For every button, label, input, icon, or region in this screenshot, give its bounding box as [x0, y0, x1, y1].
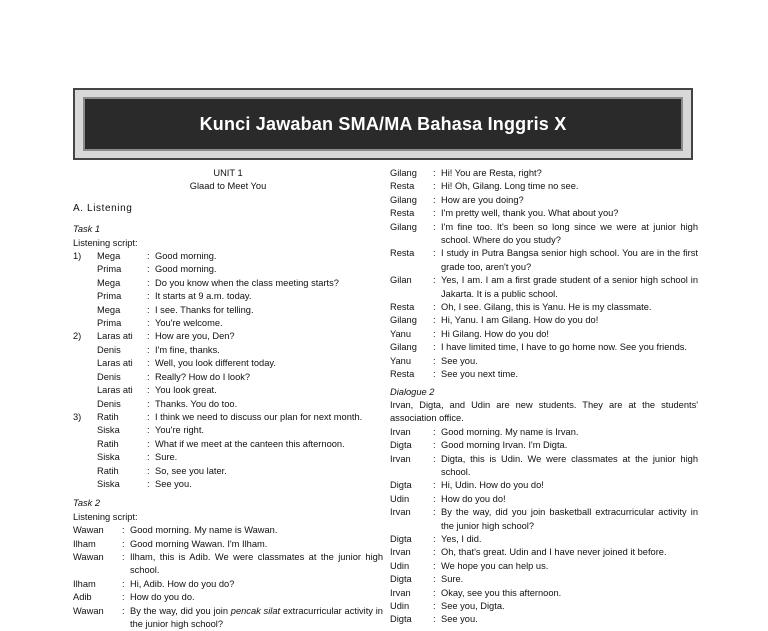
colon: :: [433, 275, 436, 286]
colon: :: [147, 385, 150, 396]
speaker-name: Yanu: [390, 355, 412, 366]
speaker-name: Laras ati: [97, 385, 133, 396]
dialogue1: [390, 167, 698, 382]
speaker-name: Mega: [97, 251, 121, 262]
dialogue-line: How are you, Den?: [155, 331, 235, 342]
group-number: 3): [73, 411, 82, 422]
dialogue-line: Okay, see you this afternoon.: [441, 587, 562, 598]
dialogue-line: Hi Gilang. How do you do!: [441, 328, 550, 339]
task2-dialogue: [73, 524, 383, 631]
dialogue2-title: Dialogue 2: [390, 386, 435, 397]
dialogue-line: Hi, Udin. How do you do!: [441, 480, 544, 491]
header-banner-inner: [83, 97, 683, 151]
colon: :: [433, 328, 436, 339]
group-number: [73, 371, 97, 384]
colon: :: [433, 440, 436, 451]
unit-title: Glaad to Meet You: [189, 181, 267, 192]
dialogue-line: Do you know when the class meeting starts?: [155, 277, 339, 288]
speaker-name: Digta: [390, 440, 412, 451]
colon: :: [433, 614, 436, 625]
speaker-name: Gilan: [390, 275, 412, 286]
dialogue-line: I'm fine too. It's been so long since we were at junior high school. Where do you study?: [441, 221, 698, 246]
colon: :: [433, 533, 436, 544]
speaker-name: Ilham: [73, 578, 96, 589]
colon: :: [147, 411, 150, 422]
speaker-name: Ratih: [97, 465, 119, 476]
speaker-name: Yanu: [390, 328, 412, 339]
speaker-name: Siska: [97, 452, 120, 463]
group-number: 1): [73, 251, 82, 262]
group-number: 2): [73, 331, 82, 342]
dialogue-line: You're welcome.: [155, 318, 223, 329]
dialogue-line: By the way, did you join pencak silat extracurricular activity in the junior high school?: [130, 605, 383, 629]
colon: :: [147, 425, 150, 436]
speaker-name: Adib: [73, 592, 92, 603]
dialogue-group: [73, 250, 383, 330]
dialogue-line: Good morning. My name is Wawan.: [130, 525, 278, 536]
speaker-name: Digta: [390, 574, 412, 585]
speaker-name: Laras ati: [97, 358, 133, 369]
speaker-name: Prima: [97, 264, 122, 275]
colon: :: [433, 480, 436, 491]
dialogue-line: Hi, Adib. How do you do?: [130, 578, 235, 589]
speaker-name: Prima: [97, 291, 122, 302]
speaker-name: Wawan: [73, 525, 104, 536]
speaker-name: Udin: [390, 601, 410, 611]
dialogue-line: Good morning.: [155, 251, 217, 262]
colon: :: [433, 355, 436, 366]
speaker-name: Ratih: [97, 411, 119, 422]
dialogue-line: You're right.: [155, 425, 204, 436]
dialogue-group: [73, 411, 383, 491]
colon: :: [433, 221, 436, 232]
group-number: [73, 317, 97, 330]
dialogue-line: Digta, this is Udin. We were classmates at the junior high school.: [441, 453, 698, 477]
task2-script-label: Listening script:: [73, 511, 138, 522]
dialogue2: [390, 426, 698, 627]
colon: :: [433, 248, 436, 259]
dialogue-line: So, see you later.: [155, 465, 227, 476]
colon: :: [122, 578, 125, 589]
group-number: [73, 478, 97, 491]
colon: :: [433, 315, 436, 326]
colon: :: [147, 251, 150, 262]
colon: :: [147, 452, 150, 463]
dialogue-line: Hi! Oh, Gilang. Long time no see.: [441, 181, 579, 192]
colon: :: [147, 277, 150, 288]
dialogue-line: You look great.: [155, 385, 217, 396]
group-number: [73, 304, 97, 317]
dialogue-line: Well, you look different today.: [155, 358, 276, 369]
dialogue-line: Really? How do I look?: [155, 371, 251, 382]
colon: :: [147, 371, 150, 382]
dialogue-line: Good morning Irvan. I'm Digta.: [441, 440, 568, 451]
speaker-name: Resta: [390, 181, 415, 192]
colon: :: [147, 478, 150, 489]
group-number: [73, 438, 97, 451]
group-number: [73, 277, 97, 290]
speaker-name: Resta: [390, 369, 415, 380]
section-heading: A. Listening: [73, 202, 133, 214]
emphasis-text: pencak silat: [230, 605, 281, 616]
colon: :: [147, 465, 150, 476]
header-banner: [73, 88, 693, 160]
speaker-name: Udin: [390, 560, 410, 571]
colon: :: [433, 168, 436, 178]
group-number: [73, 451, 97, 464]
dialogue-line: See you.: [441, 614, 478, 625]
dialogue-line: How do you do!: [441, 493, 506, 504]
dialogue-line: What if we meet at the canteen this afternoon.: [155, 438, 345, 449]
dialogue-line: See you, Digta.: [441, 601, 505, 611]
task1-script-label: Listening script:: [73, 237, 138, 248]
colon: :: [147, 318, 150, 329]
speaker-name: Irvan: [390, 507, 411, 518]
dialogue2-intro: Irvan, Digta, and Udin are new students. They are at the students' association office.: [390, 399, 698, 424]
dialogue-line: Good morning Wawan. I'm Ilham.: [130, 538, 268, 549]
group-number: [73, 263, 97, 276]
speaker-name: Digta: [390, 614, 412, 625]
group-number: [73, 424, 97, 437]
speaker-name: Siska: [97, 478, 120, 489]
speaker-name: Resta: [390, 208, 415, 219]
speaker-name: Denis: [97, 344, 121, 355]
speaker-name: Laras ati: [97, 331, 133, 342]
colon: :: [147, 344, 150, 355]
group-number: [73, 398, 97, 411]
speaker-name: Ilham: [73, 538, 96, 549]
speaker-name: Irvan: [390, 587, 411, 598]
speaker-name: Irvan: [390, 453, 411, 464]
task1-title: Task 1: [73, 224, 101, 235]
speaker-name: Digta: [390, 533, 412, 544]
speaker-name: Prima: [97, 318, 122, 329]
dialogue-line: We hope you can help us.: [441, 560, 549, 571]
colon: :: [433, 560, 436, 571]
speaker-name: Denis: [97, 398, 121, 409]
group-number: [73, 357, 97, 370]
dialogue-line: I'm fine, thanks.: [155, 344, 220, 355]
colon: :: [147, 358, 150, 369]
colon: :: [122, 525, 125, 536]
dialogue-line: Yes, I did.: [441, 533, 482, 544]
dialogue-line: Hi! You are Resta, right?: [441, 168, 542, 178]
colon: :: [122, 538, 125, 549]
speaker-name: Gilang: [390, 221, 417, 232]
colon: :: [433, 181, 436, 192]
colon: :: [433, 507, 436, 518]
speaker-name: Mega: [97, 277, 121, 288]
dialogue-line: See you next time.: [441, 369, 518, 380]
dialogue-line: I'm pretty well, thank you. What about you?: [441, 208, 619, 219]
colon: :: [433, 587, 436, 598]
dialogue-line: Oh, I see. Gilang, this is Yanu. He is my classmate.: [441, 302, 652, 313]
speaker-name: Siska: [97, 425, 120, 436]
speaker-name: Resta: [390, 248, 415, 259]
speaker-name: Mega: [97, 304, 121, 315]
speaker-name: Resta: [390, 302, 415, 313]
right-column: [390, 167, 698, 627]
colon: :: [433, 302, 436, 313]
dialogue-line: Sure.: [155, 452, 178, 463]
colon: :: [433, 453, 436, 464]
dialogue-line: How are you doing?: [441, 194, 524, 205]
dialogue-line: Hi, Yanu. I am Gilang. How do you do!: [441, 315, 599, 326]
page-title: Kunci Jawaban SMA/MA Bahasa Inggris X: [199, 113, 567, 134]
colon: :: [147, 438, 150, 449]
colon: :: [122, 551, 125, 562]
speaker-name: Gilang: [390, 315, 417, 326]
colon: :: [433, 194, 436, 205]
group-number: [73, 384, 97, 397]
dialogue-line: Ilham, this is Adib. We were classmates at the junior high school.: [130, 551, 383, 576]
speaker-name: Denis: [97, 371, 121, 382]
colon: :: [433, 426, 436, 437]
dialogue-line: How do you do.: [130, 592, 195, 603]
colon: :: [147, 291, 150, 302]
colon: :: [433, 547, 436, 558]
dialogue-line: I see. Thanks for telling.: [155, 304, 254, 315]
task1-dialogues: [73, 250, 383, 491]
dialogue-line: Good morning.: [155, 264, 217, 275]
dialogue-line: It starts at 9 a.m. today.: [155, 291, 252, 302]
unit-number: UNIT 1: [213, 168, 243, 178]
colon: :: [433, 369, 436, 380]
colon: :: [433, 342, 436, 353]
dialogue-line: Yes, I am. I am a first grade student of a senior high school in Jakarta. It is a public school.: [441, 275, 698, 299]
dialogue-group: [73, 330, 383, 410]
colon: :: [147, 264, 150, 275]
colon: :: [147, 398, 150, 409]
dialogue-line: I have limited time, I have to go home now. See you friends.: [441, 342, 687, 353]
dialogue-line: Good morning. My name is Irvan.: [441, 426, 579, 437]
dialogue-line: See you.: [441, 355, 478, 366]
dialogue-line: Sure.: [441, 574, 464, 585]
colon: :: [147, 304, 150, 315]
speaker-name: Digta: [390, 480, 412, 491]
speaker-name: Gilang: [390, 194, 417, 205]
dialogue-line: Thanks. You do too.: [155, 398, 238, 409]
dialogue-line: See you.: [155, 478, 192, 489]
dialogue-line: I study in Putra Bangsa senior high school. You are in the first grade too, aren't you?: [441, 248, 698, 272]
colon: :: [433, 208, 436, 219]
speaker-name: Udin: [390, 493, 410, 504]
group-number: [73, 344, 97, 357]
speaker-name: Gilang: [390, 168, 417, 178]
colon: :: [433, 493, 436, 504]
colon: :: [433, 601, 436, 611]
colon: :: [147, 331, 150, 342]
dialogue-line: By the way, did you join basketball extracurricular activity in the junior high school?: [441, 507, 698, 531]
group-number: [73, 290, 97, 303]
dialogue-line: Oh, that's great. Udin and I have never joined it before.: [441, 547, 667, 558]
speaker-name: Ratih: [97, 438, 119, 449]
colon: :: [122, 605, 125, 616]
dialogue-line: I think we need to discuss our plan for next month.: [155, 411, 363, 422]
left-column: [73, 167, 383, 631]
group-number: [73, 465, 97, 478]
task2-title: Task 2: [73, 498, 101, 509]
speaker-name: Wawan: [73, 605, 104, 616]
colon: :: [433, 574, 436, 585]
speaker-name: Gilang: [390, 342, 417, 353]
speaker-name: Wawan: [73, 551, 104, 562]
speaker-name: Irvan: [390, 547, 411, 558]
speaker-name: Irvan: [390, 426, 411, 437]
colon: :: [122, 592, 125, 603]
